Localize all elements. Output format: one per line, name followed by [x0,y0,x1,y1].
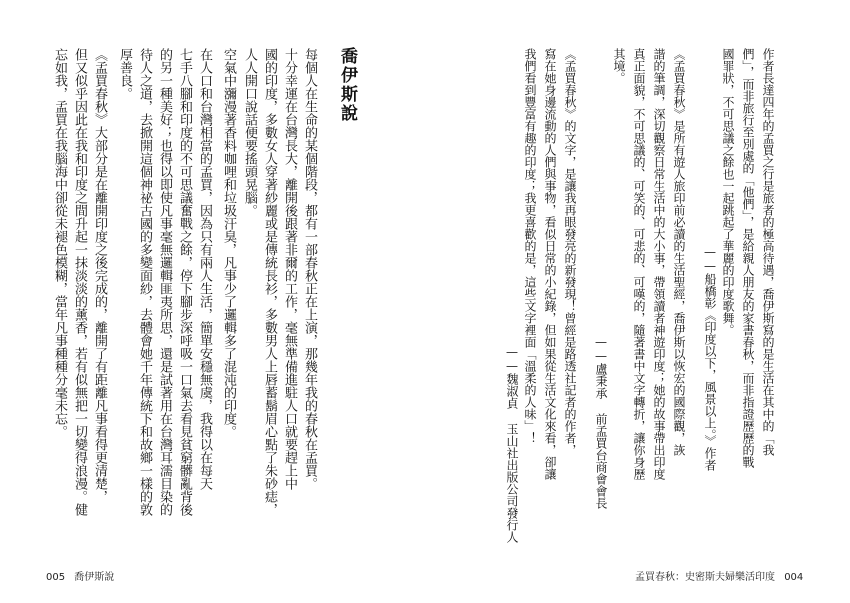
right-page [425,0,850,603]
quote-column: 《孟買春秋》的文字，是讓我再眼發亮的新發現！曾經是路透社記者的作者， [563,48,577,456]
text-column: 的另一種美好；也得以即使凡事毫無邏輯匪夷所思，還是試著用在台灣耳濡目染的 [157,48,172,516]
page-number: 004 [784,572,804,583]
quote-column: 真正面貌，不可思議的、可笑的、可悲的、可嘆的，隨著書中文字轉折，讓你身歷 [632,48,646,480]
quote-column: 作者長達四年的孟買之行是旅者的極高待遇，喬伊斯寫的是生活在其中的「我 [761,48,775,456]
quote-column: 諧的筆調，深切觀察日常生活中的大小事，帶領讀者神遊印度；她的故事帶出印度 [652,48,666,480]
right-footer [635,568,809,583]
quote-column: 國罪狀，不可思議之餘也一起跳起了華麗的印度歌舞。 [721,48,735,336]
quote-column: 我們看到豐富有趣的印度；我更喜歡的是，這些文字裡面「溫柔的人味」！ [523,48,537,444]
text-column: 《孟買春秋》大部分是在離開印度之後完成的，離開了有距離凡事看得更清楚， [92,48,107,503]
chapter-title: 喬伊斯說 [337,47,357,123]
text-column: 但又似乎因此在我和印度之間升起一抹淡淡的薰香，若有似無把一切變得浪漫。健 [72,48,87,516]
text-column: 十分幸運在台灣長大，離開後跟著非爾的工作，毫無準備進駐人口就要趕上中 [282,48,297,490]
text-column: 國的印度，多數女人穿著紗麗或是傳統長衫，多數男人上唇蓄鬍眉心點了朱砂痣， [262,48,277,516]
signature: ——盧秉承 前孟買台商會會長 [594,335,608,509]
text-column: 忘如我，孟買在我腦海中卻從未褪色模糊，當年凡事種種分毫未忘。 [52,48,67,438]
quote-column: 寫在她身邊流動的人們與事物，看似日常的小紀錄，但如果從生活文化來看，卻讓 [543,48,557,480]
signature: ——魏淑貞 玉山社出版公司發行人 [505,345,519,543]
page-number: 005 [46,572,66,583]
left-footer [40,568,114,583]
text-column: 人人開口說話便要搖頭晃腦。 [242,48,257,217]
running-head: 孟買春秋：史密斯夫婦樂活印度 [635,572,775,583]
quote-column: 們」，而非旅行至別處的「他們」，是給親人朋友的家書春秋，而非指證歷歷的戰 [741,48,755,468]
text-column: 待人之道，去掀開這個神祕古國的多變面紗，去體會她千年傳統下和故鄉一樣的敦 [137,48,152,516]
text-column: 在人口和台灣相當的孟買，因為只有兩人生活，簡單安穩無虞，我得以在每天 [197,48,212,490]
quote-column: 《孟買春秋》是所有遊人旅印前必讀的生活聖經，喬伊斯以恢宏的國際觀，詼 [672,48,686,456]
text-column: 每個人在生命的某個階段，都有一部春秋正在上演，那幾年我的春秋在孟買。 [302,48,317,490]
text-column: 七手八腳和印度的不可思議奮戰之餘，停下腳步深呼吸一口氣去看見貧窮髒亂背後 [177,48,192,516]
quote-column: 其境。 [612,48,626,84]
running-head: 喬伊斯說 [74,572,115,583]
text-column: 厚善良。 [117,48,132,100]
signature: ——船橋彰《印度以下，風景以上。》作者 [703,245,717,471]
text-column: 空氣中瀰漫著香料咖哩和垃圾汗臭，凡事少了邏輯多了混沌的印度。 [221,48,236,438]
